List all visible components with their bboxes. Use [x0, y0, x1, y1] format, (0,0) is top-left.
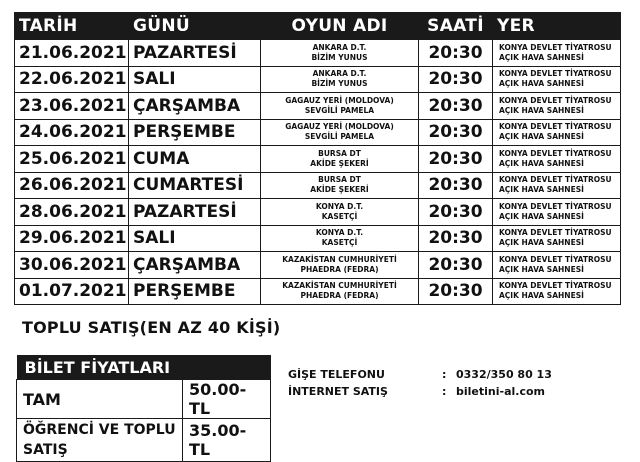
performance-day: PAZARTESİ [129, 199, 261, 226]
contact-label: İNTERNET SATIŞ [288, 385, 388, 398]
play-cell [261, 146, 419, 173]
performance-date: 21.06.2021 [15, 40, 129, 67]
schedule-row [15, 40, 621, 67]
performance-time: 20:30 [419, 40, 493, 67]
play-title: SEVGİLİ PAMELA [304, 105, 375, 115]
venue-stage: AÇIK HAVA SAHNESİ [499, 185, 584, 195]
venue-name: KONYA DEVLET TİYATROSU [499, 69, 612, 79]
play-title: BİZİM YUNUS [311, 79, 368, 89]
play-title: PHAEDRA (FEDRA) [300, 291, 379, 301]
price-row [17, 380, 271, 419]
venue-cell [493, 93, 621, 120]
ticket-prices-title: BİLET FİYATLARI [17, 355, 271, 380]
performance-day: SALI [129, 66, 261, 93]
venue-stage: AÇIK HAVA SAHNESİ [499, 105, 584, 115]
play-cell [261, 278, 419, 305]
venue-name: KONYA DEVLET TİYATROSU [499, 254, 612, 264]
play-title: AKİDE ŞEKERİ [310, 185, 369, 195]
play-cell [261, 93, 419, 120]
venue-stage: AÇIK HAVA SAHNESİ [499, 158, 584, 168]
venue-stage: AÇIK HAVA SAHNESİ [499, 52, 584, 62]
header-play: OYUN ADI [261, 13, 419, 40]
schedule-header-row [15, 13, 621, 40]
contact-row [288, 383, 552, 400]
venue-cell [493, 119, 621, 146]
venue-stage: AÇIK HAVA SAHNESİ [499, 211, 584, 221]
schedule-row [15, 278, 621, 305]
venue-cell [493, 66, 621, 93]
schedule-row [15, 252, 621, 279]
company-name: ANKARA D.T. [312, 42, 367, 52]
price-value: 50.00-TL [183, 380, 271, 419]
performance-time: 20:30 [419, 119, 493, 146]
performance-date: 22.06.2021 [15, 66, 129, 93]
venue-name: KONYA DEVLET TİYATROSU [499, 95, 612, 105]
schedule-row [15, 66, 621, 93]
play-title: KASETÇİ [321, 238, 358, 248]
price-label: TAM [17, 380, 183, 419]
contact-label: GİŞE TELEFONU [288, 368, 385, 381]
bulk-sale-note: TOPLU SATIŞ(EN AZ 40 KİŞİ) [22, 318, 281, 337]
online-sales-site[interactable]: biletini-al.com [456, 385, 545, 398]
company-name: KAZAKİSTAN CUMHURİYETİ [282, 254, 397, 264]
play-cell [261, 40, 419, 67]
performance-day: CUMARTESİ [129, 172, 261, 199]
play-title: BİZİM YUNUS [311, 52, 368, 62]
header-venue: YER [493, 13, 621, 40]
venue-stage: AÇIK HAVA SAHNESİ [499, 132, 584, 142]
performance-time: 20:30 [419, 199, 493, 226]
performance-time: 20:30 [419, 252, 493, 279]
performance-date: 30.06.2021 [15, 252, 129, 279]
performance-date: 24.06.2021 [15, 119, 129, 146]
performance-day: ÇARŞAMBA [129, 93, 261, 120]
venue-name: KONYA DEVLET TİYATROSU [499, 122, 612, 132]
phone-number: 0332/350 80 13 [456, 368, 552, 381]
venue-cell [493, 278, 621, 305]
company-name: GAGAUZ YERİ (MOLDOVA) [285, 122, 394, 132]
performance-date: 28.06.2021 [15, 199, 129, 226]
play-title: SEVGİLİ PAMELA [304, 132, 375, 142]
venue-name: KONYA DEVLET TİYATROSU [499, 201, 612, 211]
performance-day: CUMA [129, 146, 261, 173]
venue-name: KONYA DEVLET TİYATROSU [499, 228, 612, 238]
contact-separator: : [442, 368, 447, 381]
play-cell [261, 172, 419, 199]
venue-stage: AÇIK HAVA SAHNESİ [499, 264, 584, 274]
venue-name: KONYA DEVLET TİYATROSU [499, 42, 612, 52]
performance-date: 29.06.2021 [15, 225, 129, 252]
venue-cell [493, 172, 621, 199]
venue-cell [493, 40, 621, 67]
performance-time: 20:30 [419, 93, 493, 120]
venue-cell [493, 199, 621, 226]
venue-stage: AÇIK HAVA SAHNESİ [499, 79, 584, 89]
company-name: BURSA DT [318, 148, 361, 158]
header-time: SAATİ [419, 13, 493, 40]
schedule-row [15, 119, 621, 146]
header-date: TARİH [15, 13, 129, 40]
venue-cell [493, 146, 621, 173]
play-title: KASETÇİ [321, 211, 358, 221]
play-cell [261, 66, 419, 93]
contact-separator: : [442, 385, 447, 398]
play-cell [261, 225, 419, 252]
venue-name: KONYA DEVLET TİYATROSU [499, 281, 612, 291]
performance-date: 23.06.2021 [15, 93, 129, 120]
schedule-row [15, 93, 621, 120]
venue-name: KONYA DEVLET TİYATROSU [499, 148, 612, 158]
performance-day: ÇARŞAMBA [129, 252, 261, 279]
play-cell [261, 119, 419, 146]
company-name: KONYA D.T. [315, 228, 364, 238]
performance-date: 26.06.2021 [15, 172, 129, 199]
price-value: 35.00-TL [183, 419, 271, 462]
performance-time: 20:30 [419, 146, 493, 173]
schedule-row [15, 146, 621, 173]
performance-day: PERŞEMBE [129, 278, 261, 305]
schedule-table [14, 12, 621, 305]
company-name: BURSA DT [318, 175, 361, 185]
venue-cell [493, 225, 621, 252]
performance-day: PERŞEMBE [129, 119, 261, 146]
performance-time: 20:30 [419, 66, 493, 93]
performance-date: 25.06.2021 [15, 146, 129, 173]
schedule-row [15, 172, 621, 199]
play-cell [261, 199, 419, 226]
company-name: KAZAKİSTAN CUMHURİYETİ [282, 281, 397, 291]
play-title: PHAEDRA (FEDRA) [300, 264, 379, 274]
contact-info [288, 366, 552, 400]
schedule-row [15, 199, 621, 226]
price-label: ÖĞRENCİ VE TOPLU SATIŞ [17, 419, 183, 462]
venue-cell [493, 252, 621, 279]
venue-name: KONYA DEVLET TİYATROSU [499, 175, 612, 185]
price-row [17, 419, 271, 462]
venue-stage: AÇIK HAVA SAHNESİ [499, 238, 584, 248]
ticket-prices-table [16, 355, 271, 462]
schedule-row [15, 225, 621, 252]
performance-day: PAZARTESİ [129, 40, 261, 67]
performance-date: 01.07.2021 [15, 278, 129, 305]
performance-time: 20:30 [419, 172, 493, 199]
play-cell [261, 252, 419, 279]
performance-time: 20:30 [419, 278, 493, 305]
company-name: KONYA D.T. [315, 201, 364, 211]
performance-day: SALI [129, 225, 261, 252]
header-day: GÜNÜ [129, 13, 261, 40]
contact-row [288, 366, 552, 383]
play-title: AKİDE ŞEKERİ [310, 158, 369, 168]
company-name: GAGAUZ YERİ (MOLDOVA) [285, 95, 394, 105]
venue-stage: AÇIK HAVA SAHNESİ [499, 291, 584, 301]
company-name: ANKARA D.T. [312, 69, 367, 79]
performance-time: 20:30 [419, 225, 493, 252]
